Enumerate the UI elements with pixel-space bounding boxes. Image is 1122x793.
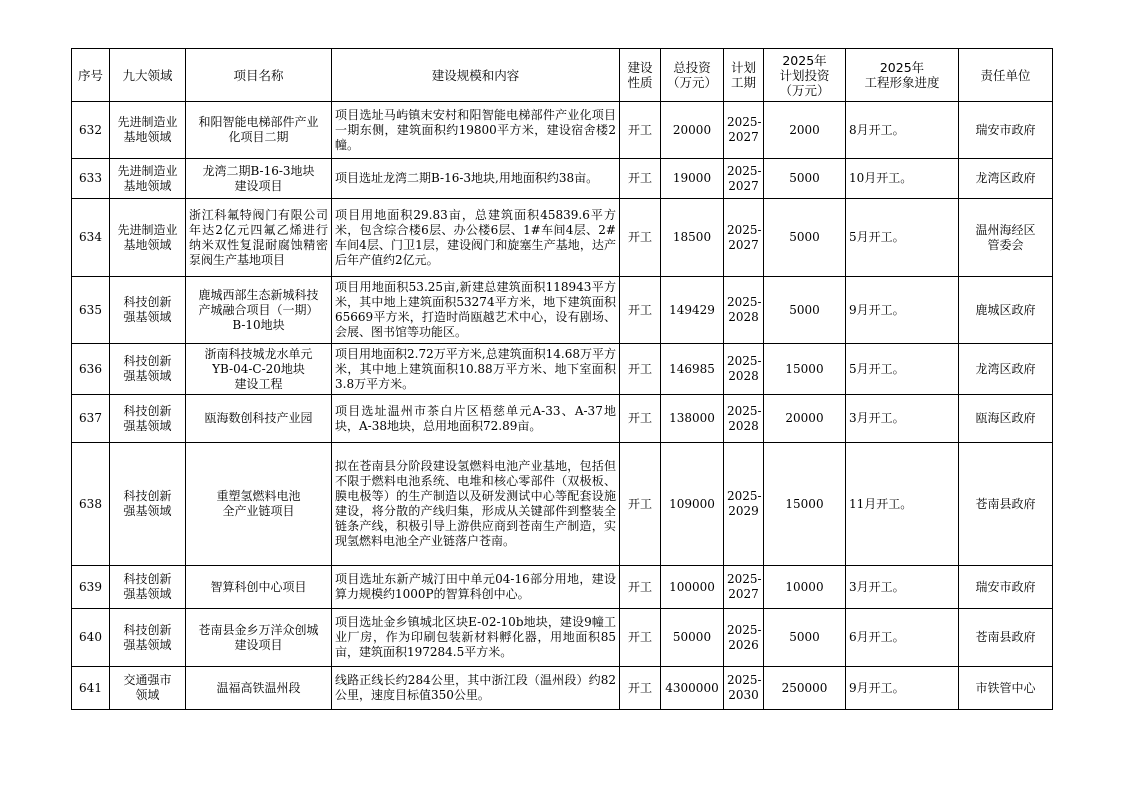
cell-total: 100000 <box>661 566 724 609</box>
table-row <box>72 102 1053 159</box>
cell-total: 149429 <box>661 277 724 344</box>
cell-seq: 638 <box>72 443 110 566</box>
cell-period: 2025- 2027 <box>724 566 764 609</box>
cell-nature: 开工 <box>620 102 661 159</box>
cell-progress: 6月开工。 <box>846 609 959 667</box>
table-row <box>72 395 1053 443</box>
cell-name: 鹿城西部生态新城科技 产城融合项目（一期） B-10地块 <box>186 277 332 344</box>
cell-progress: 9月开工。 <box>846 277 959 344</box>
cell-progress: 5月开工。 <box>846 344 959 395</box>
cell-total: 20000 <box>661 102 724 159</box>
cell-total: 50000 <box>661 609 724 667</box>
header-unit: 责任单位 <box>959 49 1053 102</box>
cell-field: 先进制造业 基地领域 <box>110 159 186 199</box>
cell-content: 线路正线长约284公里，其中浙江段（温州段）约82公里，速度目标值350公里。 <box>332 667 620 710</box>
project-table-sheet <box>71 48 1052 710</box>
cell-plan2025: 5000 <box>764 277 846 344</box>
table-row <box>72 609 1053 667</box>
cell-total: 138000 <box>661 395 724 443</box>
header-nature: 建设 性质 <box>620 49 661 102</box>
cell-total: 109000 <box>661 443 724 566</box>
cell-unit: 龙湾区政府 <box>959 344 1053 395</box>
cell-unit: 瑞安市政府 <box>959 102 1053 159</box>
cell-seq: 634 <box>72 199 110 277</box>
cell-plan2025: 20000 <box>764 395 846 443</box>
cell-period: 2025- 2028 <box>724 395 764 443</box>
cell-content: 项目用地面积29.83亩，总建筑面积45839.6平方米，包含综合楼6层、办公楼6层、1#车间4层、2#车间4层、门卫1层，建设阀门和旋塞生产基地，达产后年产值约2亿元。 <box>332 199 620 277</box>
header-progress: 2025年 工程形象进度 <box>846 49 959 102</box>
table-row <box>72 277 1053 344</box>
cell-progress: 8月开工。 <box>846 102 959 159</box>
table-header-row <box>72 49 1053 102</box>
cell-content: 项目选址金乡镇城北区块E-02-10b地块，建设9幢工业厂房，作为印刷包装新材料孵化器，用地面积85亩，建筑面积197284.5平方米。 <box>332 609 620 667</box>
cell-total: 19000 <box>661 159 724 199</box>
cell-field: 先进制造业 基地领域 <box>110 102 186 159</box>
cell-content: 项目选址温州市茶白片区梧慈单元A-33、A-37地块，A-38地块，总用地面积72.89亩。 <box>332 395 620 443</box>
cell-nature: 开工 <box>620 344 661 395</box>
cell-content: 项目用地面积2.72万平方米,总建筑面积14.68万平方米，其中地上建筑面积10.88万平方米、地下室面积3.8万平方米。 <box>332 344 620 395</box>
cell-seq: 637 <box>72 395 110 443</box>
cell-period: 2025- 2027 <box>724 102 764 159</box>
table-row <box>72 443 1053 566</box>
header-plan2025: 2025年 计划投资 （万元） <box>764 49 846 102</box>
cell-name: 瓯海数创科技产业园 <box>186 395 332 443</box>
cell-seq: 632 <box>72 102 110 159</box>
cell-progress: 3月开工。 <box>846 395 959 443</box>
cell-progress: 10月开工。 <box>846 159 959 199</box>
header-name: 项目名称 <box>186 49 332 102</box>
cell-field: 交通强市 领域 <box>110 667 186 710</box>
table-row <box>72 566 1053 609</box>
cell-total: 4300000 <box>661 667 724 710</box>
cell-name: 浙江科氟特阀门有限公司年达2亿元四氟乙烯进行纳米双性复混耐腐蚀精密泵阀生产基地项目 <box>186 199 332 277</box>
cell-field: 科技创新 强基领域 <box>110 395 186 443</box>
cell-unit: 苍南县政府 <box>959 609 1053 667</box>
cell-field: 科技创新 强基领域 <box>110 277 186 344</box>
header-field: 九大领域 <box>110 49 186 102</box>
project-table <box>71 48 1053 710</box>
cell-plan2025: 5000 <box>764 159 846 199</box>
cell-seq: 636 <box>72 344 110 395</box>
cell-total: 146985 <box>661 344 724 395</box>
cell-period: 2025- 2030 <box>724 667 764 710</box>
table-row <box>72 667 1053 710</box>
cell-field: 科技创新 强基领域 <box>110 566 186 609</box>
cell-seq: 639 <box>72 566 110 609</box>
cell-nature: 开工 <box>620 443 661 566</box>
header-total: 总投资 （万元） <box>661 49 724 102</box>
header-seq: 序号 <box>72 49 110 102</box>
cell-unit: 苍南县政府 <box>959 443 1053 566</box>
cell-seq: 641 <box>72 667 110 710</box>
cell-progress: 11月开工。 <box>846 443 959 566</box>
cell-unit: 龙湾区政府 <box>959 159 1053 199</box>
cell-nature: 开工 <box>620 609 661 667</box>
cell-content: 项目用地面积53.25亩,新建总建筑面积118943平方米，其中地上建筑面积53274平方米，地下建筑面积65669平方米，打造时尚瓯越艺术中心，设有剧场、会展、图书馆等功能区。 <box>332 277 620 344</box>
header-period: 计划 工期 <box>724 49 764 102</box>
cell-content: 项目选址马屿镇末安村和阳智能电梯部件产业化项目一期东侧，建筑面积约19800平方米，建设宿舍楼2幢。 <box>332 102 620 159</box>
cell-unit: 瓯海区政府 <box>959 395 1053 443</box>
cell-seq: 635 <box>72 277 110 344</box>
cell-name: 浙南科技城龙水单元 YB-04-C-20地块 建设工程 <box>186 344 332 395</box>
cell-plan2025: 250000 <box>764 667 846 710</box>
cell-plan2025: 15000 <box>764 443 846 566</box>
cell-seq: 633 <box>72 159 110 199</box>
cell-period: 2025- 2028 <box>724 344 764 395</box>
cell-progress: 5月开工。 <box>846 199 959 277</box>
cell-name: 苍南县金乡万洋众创城 建设项目 <box>186 609 332 667</box>
cell-name: 温福高铁温州段 <box>186 667 332 710</box>
cell-nature: 开工 <box>620 667 661 710</box>
cell-name: 重塑氢燃料电池 全产业链项目 <box>186 443 332 566</box>
cell-nature: 开工 <box>620 277 661 344</box>
cell-period: 2025- 2028 <box>724 277 764 344</box>
table-row <box>72 199 1053 277</box>
cell-period: 2025- 2026 <box>724 609 764 667</box>
cell-field: 科技创新 强基领域 <box>110 344 186 395</box>
cell-name: 龙湾二期B-16-3地块 建设项目 <box>186 159 332 199</box>
cell-plan2025: 5000 <box>764 199 846 277</box>
cell-content: 项目选址东新产城汀田中单元04-16部分用地，建设算力规模约1000P的智算科创中心。 <box>332 566 620 609</box>
cell-plan2025: 15000 <box>764 344 846 395</box>
cell-unit: 温州海经区 管委会 <box>959 199 1053 277</box>
cell-nature: 开工 <box>620 199 661 277</box>
cell-period: 2025- 2027 <box>724 159 764 199</box>
table-row <box>72 344 1053 395</box>
cell-plan2025: 2000 <box>764 102 846 159</box>
cell-plan2025: 5000 <box>764 609 846 667</box>
cell-name: 智算科创中心项目 <box>186 566 332 609</box>
cell-name: 和阳智能电梯部件产业 化项目二期 <box>186 102 332 159</box>
cell-total: 18500 <box>661 199 724 277</box>
cell-unit: 瑞安市政府 <box>959 566 1053 609</box>
cell-field: 科技创新 强基领域 <box>110 609 186 667</box>
cell-content: 项目选址龙湾二期B-16-3地块,用地面积约38亩。 <box>332 159 620 199</box>
cell-progress: 3月开工。 <box>846 566 959 609</box>
cell-nature: 开工 <box>620 159 661 199</box>
cell-field: 科技创新 强基领域 <box>110 443 186 566</box>
cell-field: 先进制造业 基地领域 <box>110 199 186 277</box>
cell-period: 2025- 2027 <box>724 199 764 277</box>
header-content: 建设规模和内容 <box>332 49 620 102</box>
table-row <box>72 159 1053 199</box>
cell-progress: 9月开工。 <box>846 667 959 710</box>
cell-unit: 市铁管中心 <box>959 667 1053 710</box>
cell-plan2025: 10000 <box>764 566 846 609</box>
cell-unit: 鹿城区政府 <box>959 277 1053 344</box>
cell-seq: 640 <box>72 609 110 667</box>
cell-content: 拟在苍南县分阶段建设氢燃料电池产业基地，包括但不限于燃料电池系统、电堆和核心零部件（双极板、膜电极等）的生产制造以及研发测试中心等配套设施建设，将分散的产线归集，形成从关键部件到整装全链条产线，积极引导上游供应商到苍南生产制造，实现氢燃料电池全产业链落户苍南。 <box>332 443 620 566</box>
cell-nature: 开工 <box>620 395 661 443</box>
cell-nature: 开工 <box>620 566 661 609</box>
cell-period: 2025- 2029 <box>724 443 764 566</box>
